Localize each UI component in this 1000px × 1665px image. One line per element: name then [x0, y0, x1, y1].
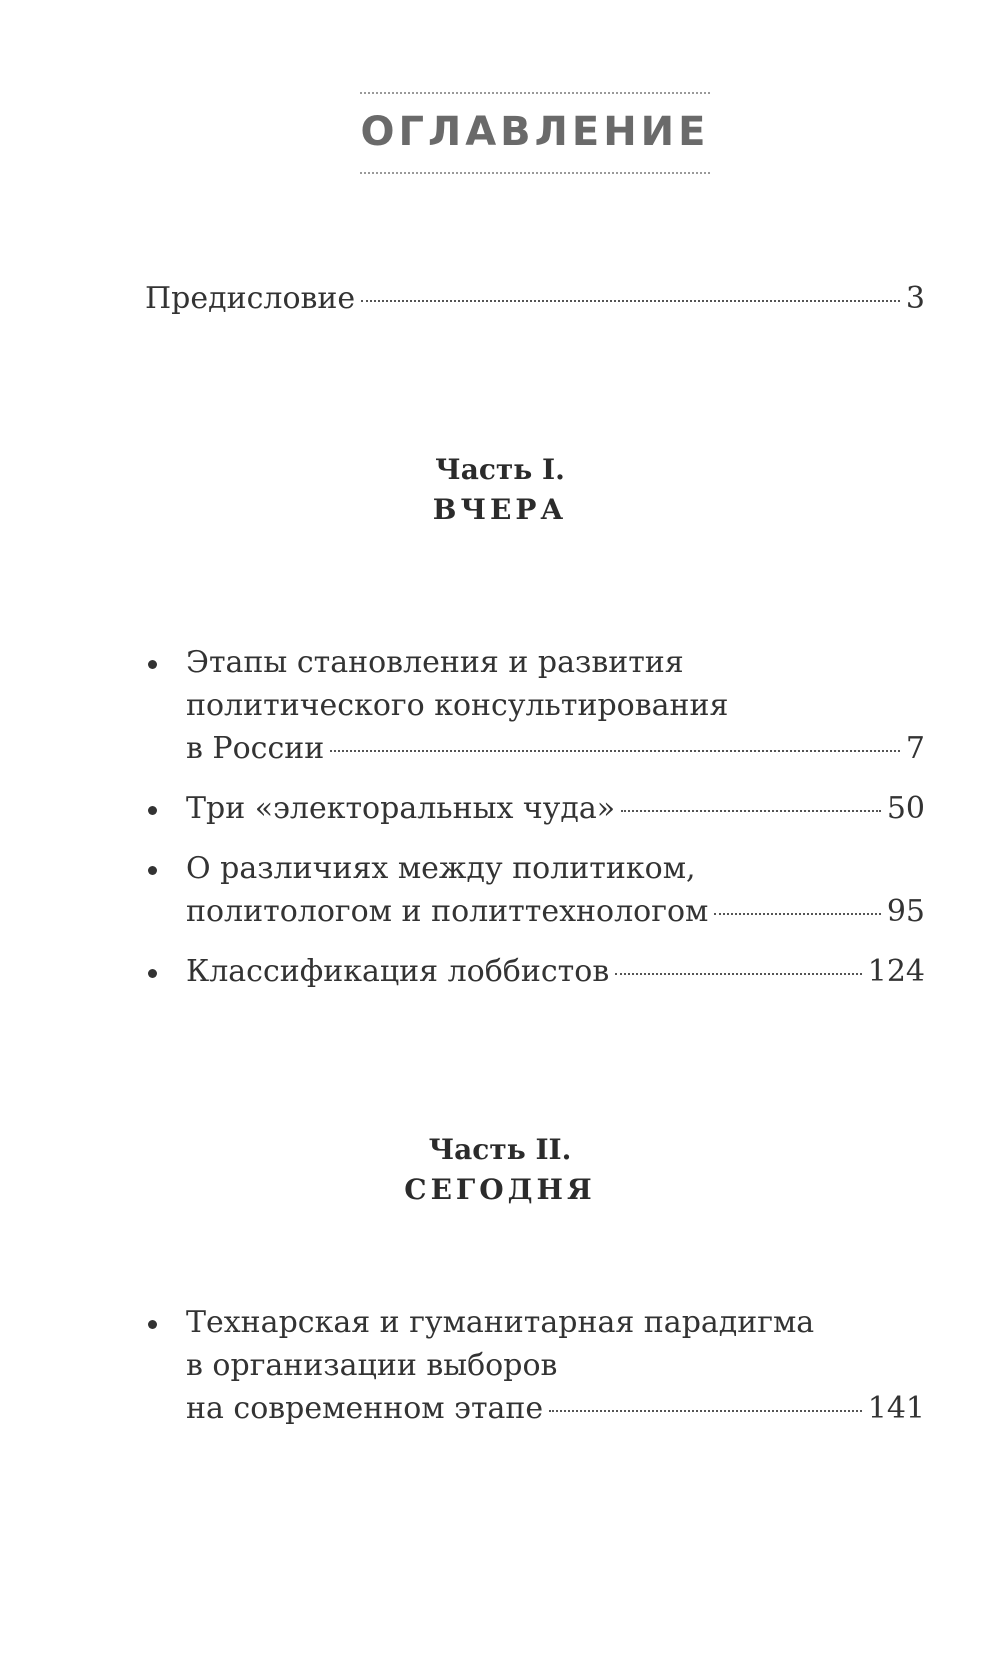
- toc-entry-line[interactable]: Этапы становления и развития: [186, 645, 684, 680]
- toc-entry-text: Предисловие: [145, 281, 356, 316]
- part-heading-1: [0, 450, 1000, 530]
- bullet-icon: [148, 1320, 157, 1329]
- part-heading-2: [0, 1130, 1000, 1210]
- toc-header: [360, 92, 710, 174]
- toc-entry-text: на современном этапе: [186, 1391, 544, 1426]
- toc-entry-text: политологом и политтехнологом: [186, 894, 709, 929]
- toc-page-number: 50: [886, 791, 925, 826]
- toc-entry-line[interactable]: Технарская и гуманитарная парадигма: [186, 1305, 815, 1340]
- bullet-icon: [148, 866, 157, 875]
- toc-entry-text: Классификация лоббистов: [186, 954, 610, 989]
- dot-leader: [615, 973, 862, 975]
- toc-entry-russia[interactable]: [186, 728, 925, 770]
- toc-entry-paradigm[interactable]: [186, 1388, 925, 1430]
- toc-entry-lobbyists[interactable]: [186, 951, 925, 993]
- toc-entry-line[interactable]: в организации выборов: [186, 1348, 558, 1383]
- toc-page-number: 3: [905, 281, 925, 316]
- toc-entry-miracles[interactable]: [186, 788, 925, 830]
- toc-entry-text: в России: [186, 731, 325, 766]
- bullet-icon: [148, 969, 157, 978]
- dot-leader: [714, 913, 880, 915]
- toc-entry-text: Три «электоральных чуда»: [186, 791, 616, 826]
- header-bottom-rule: [360, 172, 710, 174]
- toc-entry-preface[interactable]: [145, 278, 925, 320]
- bullet-icon: [148, 806, 157, 815]
- header-top-rule: [360, 92, 710, 94]
- part-name: СЕГОДНЯ: [404, 1173, 596, 1206]
- toc-title: ОГЛАВЛЕНИЕ: [360, 109, 710, 155]
- toc-page-number: 124: [867, 954, 925, 989]
- toc-entry-differences[interactable]: [186, 891, 925, 933]
- bullet-icon: [148, 660, 157, 669]
- toc-entry-line[interactable]: О различиях между политиком,: [186, 851, 696, 886]
- part-number: Часть I.: [435, 453, 565, 486]
- dot-leader: [549, 1410, 862, 1412]
- toc-page-number: 95: [886, 894, 925, 929]
- toc-page-number: 141: [867, 1391, 925, 1426]
- dot-leader: [621, 810, 881, 812]
- dot-leader: [330, 750, 900, 752]
- toc-page-number: 7: [905, 731, 925, 766]
- part-number: Часть II.: [428, 1133, 572, 1166]
- part-name: ВЧЕРА: [432, 493, 568, 526]
- dot-leader: [361, 300, 900, 302]
- toc-entry-line[interactable]: политического консультирования: [186, 688, 729, 723]
